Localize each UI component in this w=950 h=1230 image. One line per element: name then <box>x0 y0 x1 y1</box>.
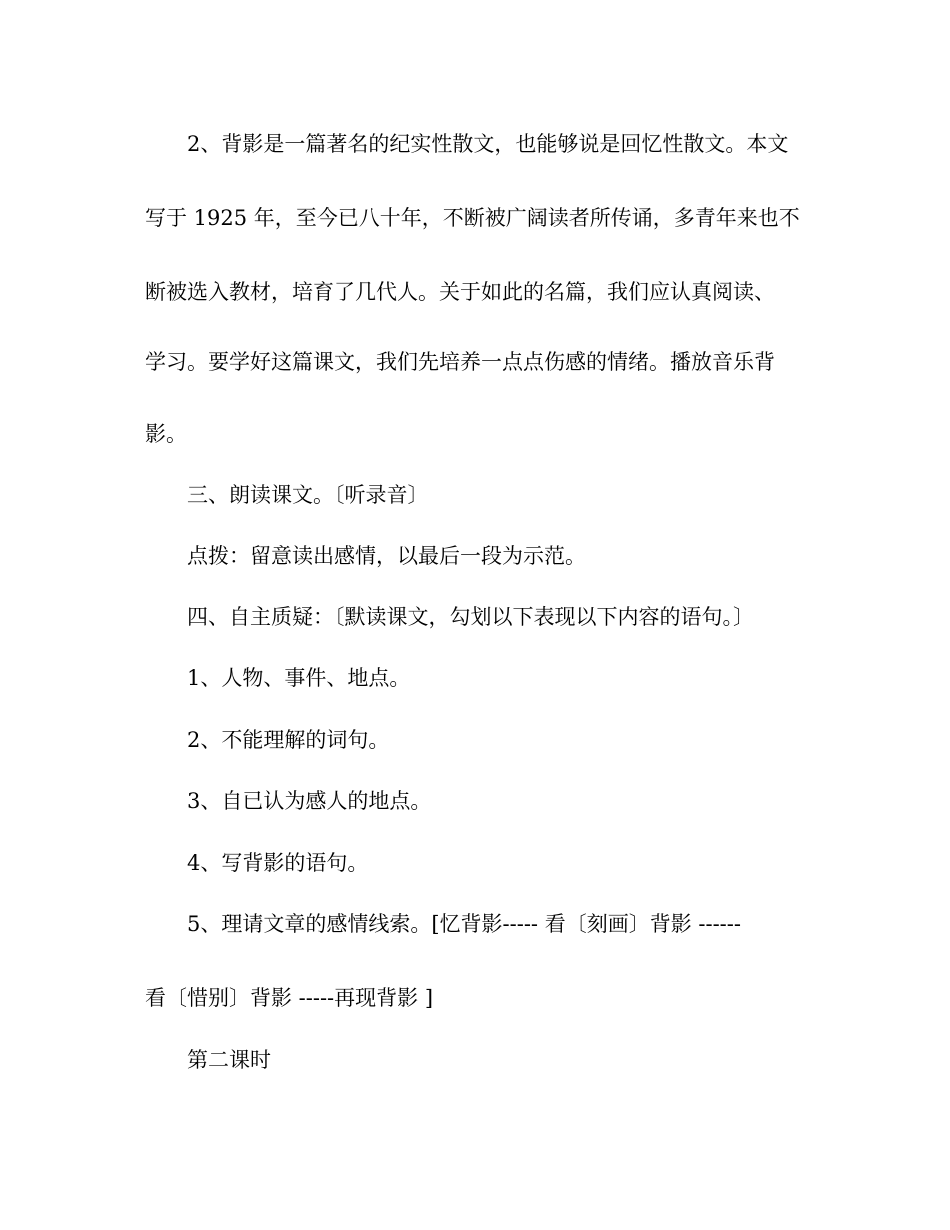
paragraph-intro-line-1: 2、背影是一篇著名的纪实性散文，也能够说是回忆性散文。本文 <box>187 132 789 156</box>
reading-tip: 点拨：留意读出感情，以最后一段为示范。 <box>187 544 586 568</box>
section-heading-self-questioning: 四、自主质疑：〔默读课文，勾划以下表现以下内容的语句。〕 <box>187 605 754 629</box>
paragraph-intro-line-2: 写于 1925 年，至今已八十年，不断被广阔读者所传诵，多青年来也不 <box>145 206 800 230</box>
list-item-4: 4、写背影的语句。 <box>187 851 369 875</box>
paragraph-intro-line-4: 学习。要学好这篇课文，我们先培养一点点伤感的情绪。播放音乐背 <box>145 350 775 374</box>
list-item-2: 2、不能理解的词句。 <box>187 728 390 752</box>
list-item-3: 3、自已认为感人的地点。 <box>187 789 432 813</box>
paragraph-intro-line-5: 影。 <box>145 422 187 446</box>
paragraph-intro-line-3: 断被选入教材，培育了几代人。关于如此的名篇，我们应认真阅读、 <box>145 280 775 304</box>
section-heading-reading: 三、朗读课文。〔听录音〕 <box>187 483 429 507</box>
list-item-5-line-2: 看〔惜别〕背影 -----再现背影 ] <box>145 986 434 1010</box>
section-heading-second-lesson: 第二课时 <box>187 1048 271 1072</box>
list-item-5-line-1: 5、理请文章的感情线索。[忆背影----- 看〔刻画〕背影 ------ <box>187 912 741 936</box>
list-item-1: 1、人物、事件、地点。 <box>187 666 411 690</box>
